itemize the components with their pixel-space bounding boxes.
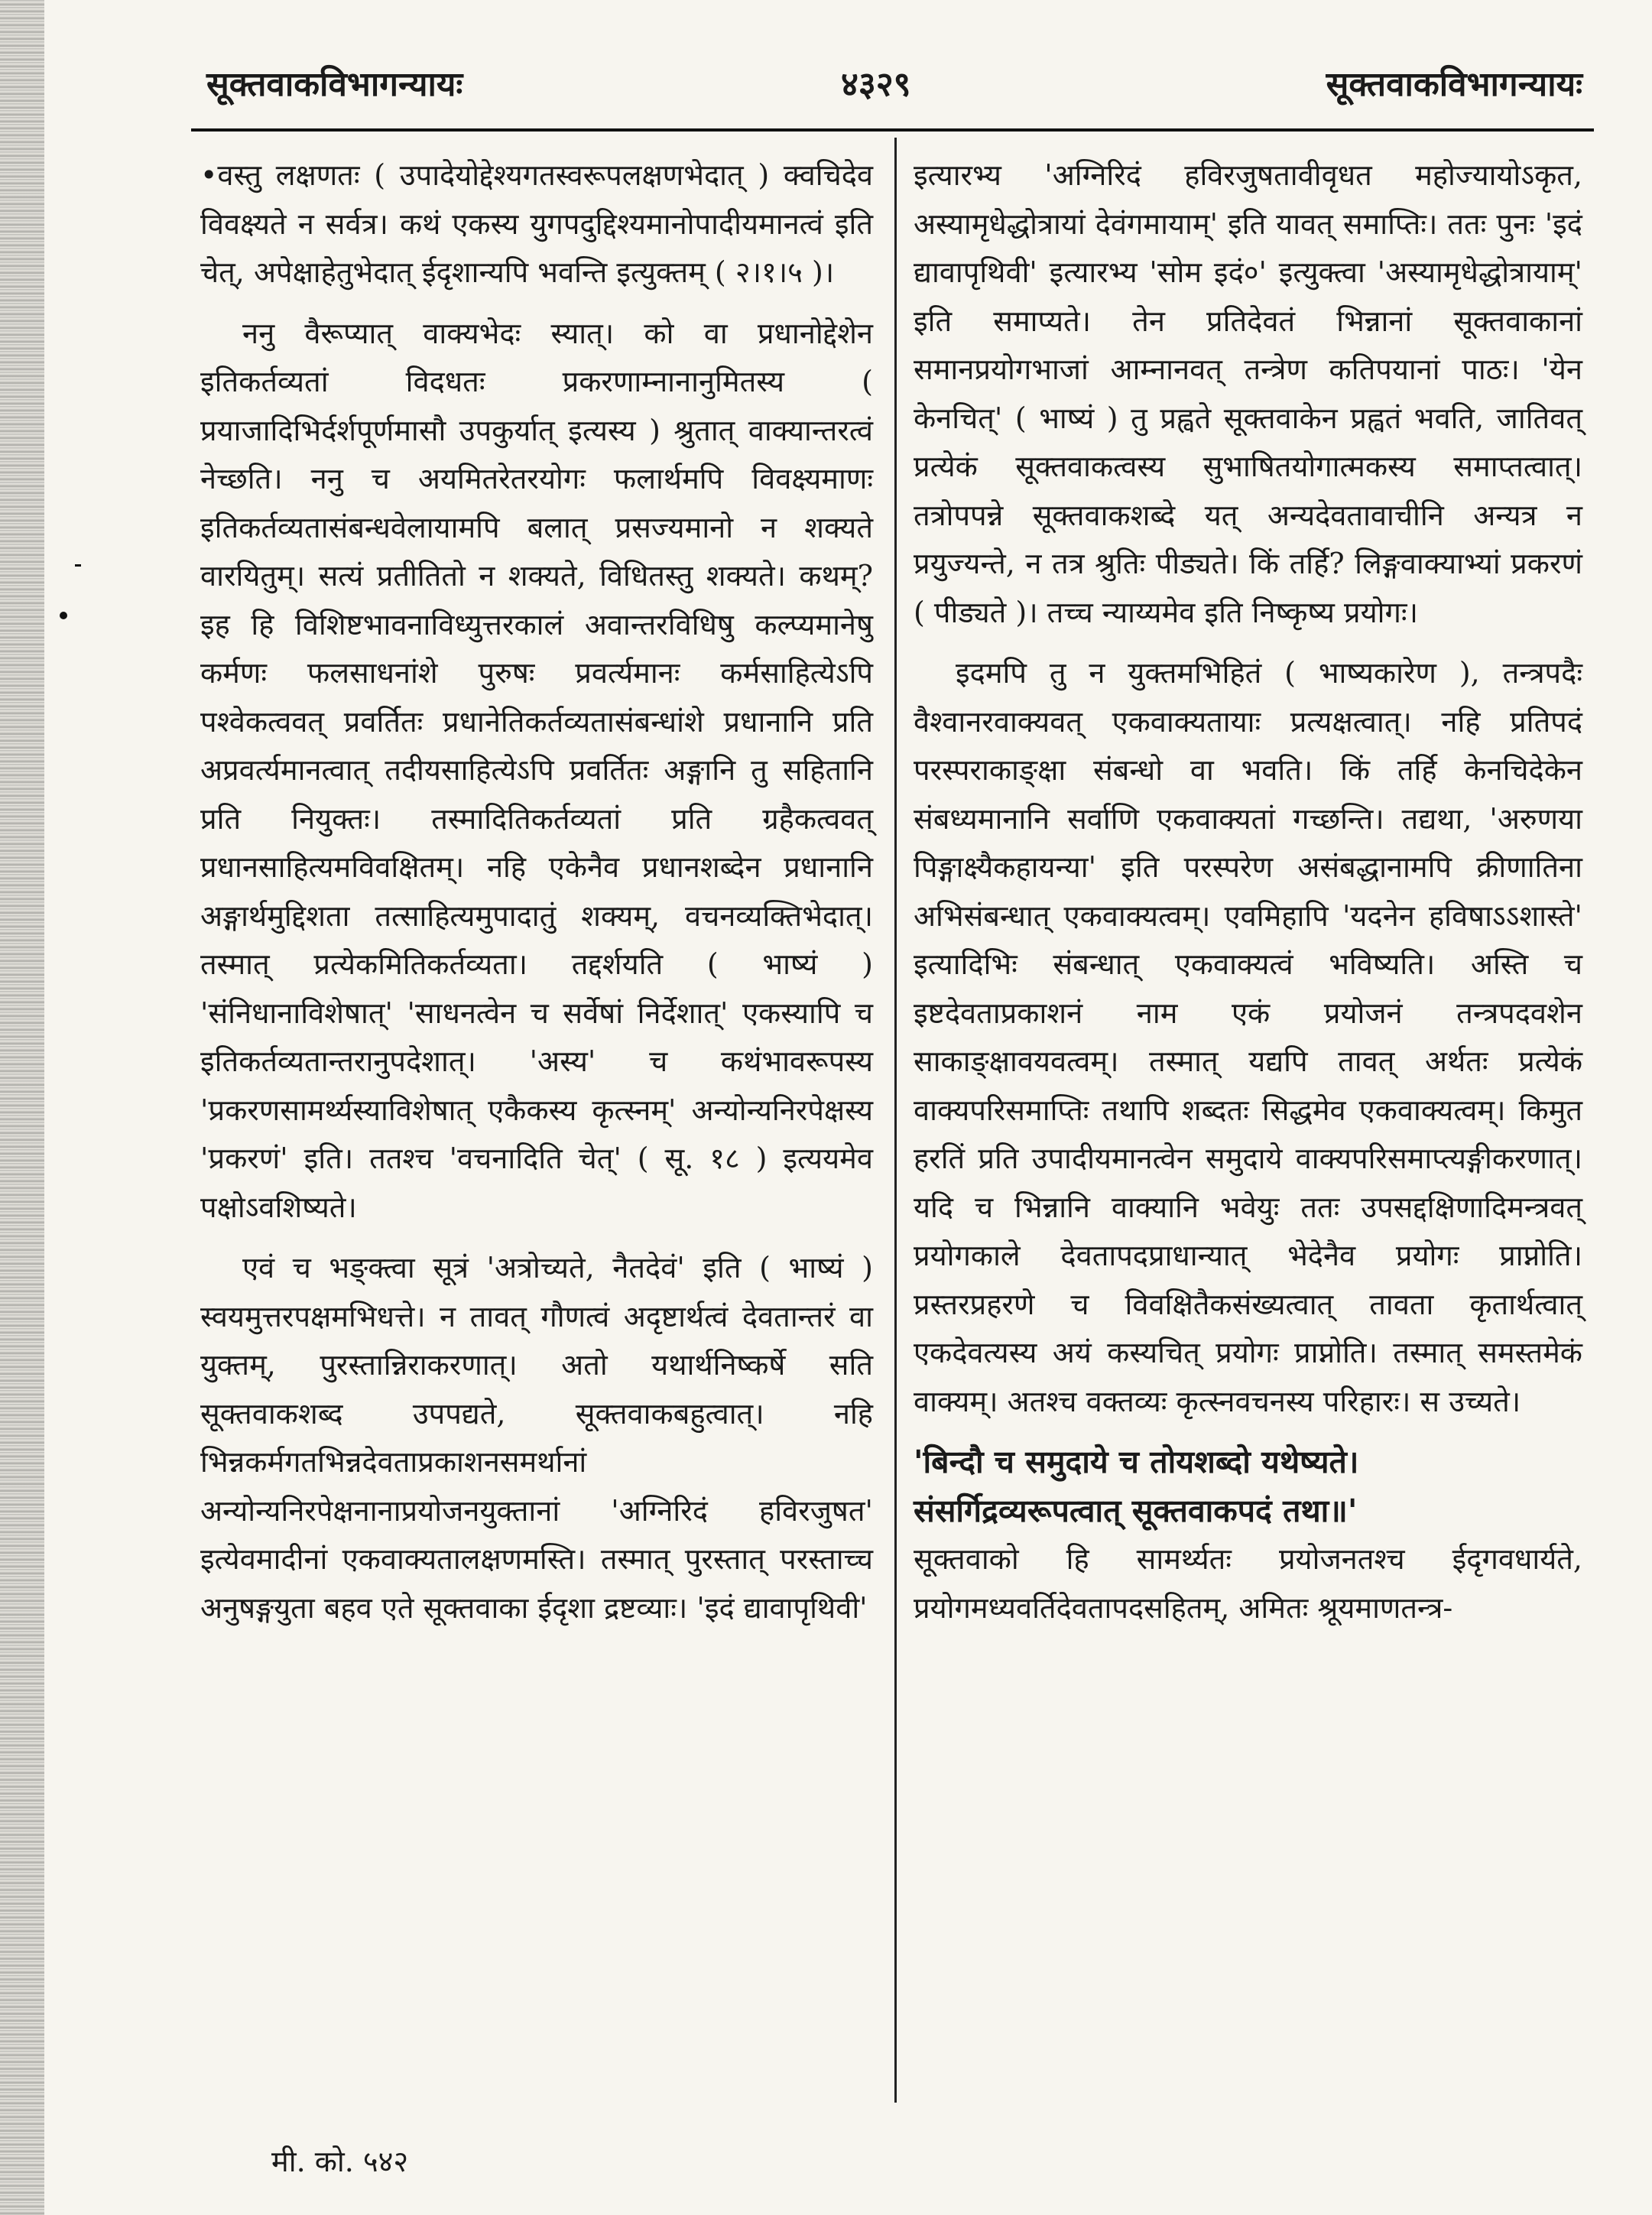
verse-block	[914, 1438, 1582, 1535]
left-column	[200, 151, 873, 1645]
verse-line: 'बिन्दौ च समुदाये च तोयशब्दो यथेष्यते।	[914, 1444, 1359, 1480]
right-paragraph: इदमपि तु न युक्तमभिहितं ( भाष्यकारेण ), तन्त्रपदैः वैश्वानरवाक्यवत् एकवाक्यतायाः प्रत्यक्षत्वात्। नहि प्रतिपदं परस्पराकाङ्क्षा संबन्धो वा भवति। किं तर्हि केनचिदेकेन संबध्यमानानि सर्वाणि एकवाक्यतां गच्छन्ति। तद्यथा, 'अरुणया पिङ्गाक्ष्यैकहायन्या' इति परस्परेण असंबद्धानामपि क्रीणातिना अभिसंबन्धात् एकवाक्यत्वम्। एवमिहापि 'यदनेन हविषाऽऽशास्ते' इत्यादिभिः संबन्धात् एकवाक्यत्वं भविष्यति। अस्ति च इष्टदेवताप्रकाशनं नाम एकं प्रयोजनं तन्त्रपदवशेन साकाङ्क्षावयवत्वम्। तस्मात् यद्यपि तावत् अर्थतः प्रत्येकं वाक्यपरिसमाप्तिः तथापि शब्दतः सिद्धमेव एकवाक्यत्वम्। किमुत हरतिं प्रति उपादीयमानत्वेन समुदाये वाक्यपरिसमाप्त्यङ्गीकरणात्। यदि च भिन्नानि वाक्यानि भवेयुः ततः उपसद्दक्षिणादिमन्त्रवत् प्रयोगकाले देवतापदप्राधान्यात् भेदेनैव प्रयोगः प्राप्नोति। प्रस्तरप्रहरणे च विवक्षितैकसंख्यत्वात् तावता कृतार्थत्वात् एकदेवत्यस्य अयं कस्यचित् प्रयोगः प्राप्नोति। तस्मात् समस्तमेकं वाक्यम्। अतश्च वक्तव्यः कृत्स्नवचनस्य परिहारः। स उच्यते।	[914, 656, 1582, 1418]
right-paragraph: सूक्तवाको हि सामर्थ्यतः प्रयोजनतश्च ईदृगवधार्यते, प्रयोगमध्यवर्तिदेवतापदसहितम्, अमितः श्रूयमाणतन्त्र-	[914, 1542, 1582, 1625]
page-header	[206, 54, 1582, 122]
header-left-title: सूक्तवाकविभागन्यायः	[206, 65, 463, 104]
left-paragraph: •वस्तु लक्षणतः ( उपादेयोद्देश्यगतस्वरूपलक्षणभेदात् ) क्वचिदेव विवक्ष्यते न सर्वत्र। कथं एकस्य युगपदुद्दिश्यमानोपादीयमानत्वं इति चेत्, अपेक्षाहेतुभेदात् ईदृशान्यपि भवन्ति इत्युक्तम् ( २।१।५ )।	[200, 158, 873, 289]
left-paragraph: ननु वैरूप्यात् वाक्यभेदः स्यात्। को वा प्रधानोद्देशेन इतिकर्तव्यतां विदधतः प्रकरणाम्नानानुमितस्य ( प्रयाजादिभिर्दर्शपूर्णमासौ उपकुर्यात् इत्यस्य ) श्रुतात् वाक्यान्तरत्वं नेच्छति। ननु च अयमितरेतरयोगः फलार्थमपि विवक्ष्यमाणः इतिकर्तव्यतासंबन्धवेलायामपि बलात् प्रसज्यमानो न शक्यते वारयितुम्। सत्यं प्रतीतितो न शक्यते, विधितस्तु शक्यते। कथम्? इह हि विशिष्टभावनाविध्युत्तरकालं अवान्तरविधिषु कल्प्यमानेषु कर्मणः फलसाधनांशे पुरुषः प्रवर्त्यमानः कर्मसाहित्येऽपि पश्वेकत्ववत् प्रवर्तितः प्रधानेतिकर्तव्यतासंबन्धांशे प्रधानानि प्रति अप्रवर्त्यमानत्वात् तदीयसाहित्येऽपि प्रवर्तितः अङ्गानि तु सहितानि प्रति नियुक्तः। तस्मादितिकर्तव्यतां प्रति ग्रहैकत्ववत् प्रधानसाहित्यमविवक्षितम्। नहि एकेनैव प्रधानशब्देन प्रधानानि अङ्गार्थमुद्दिशता तत्साहित्यमुपादातुं शक्यम्, वचनव्यक्तिभेदात्। तस्मात् प्रत्येकमितिकर्तव्यता। तद्दर्शयति ( भाष्यं ) 'संनिधानाविशेषात्' 'साधनत्वेन च सर्वेषां निर्देशात्' एकस्यापि च इतिकर्तव्यतान्तरानुपदेशात्। 'अस्य' च कथंभावरूपस्य 'प्रकरणसामर्थ्यस्याविशेषात् एकैकस्य कृत्स्नम्' अन्योन्यनिरपेक्षस्य 'प्रकरणं' इति। ततश्च 'वचनादिति चेत्' ( सू. १८ ) इत्ययमेव पक्षोऽवशिष्यते।	[200, 316, 873, 1224]
verse-line: संसर्गिद्रव्यरूपत्वात् सूक्तवाकपदं तथा॥'	[914, 1492, 1358, 1529]
column-divider	[894, 138, 897, 2103]
right-column	[914, 151, 1582, 1645]
right-paragraph: इत्यारभ्य 'अग्निरिदं हविरजुषतावीवृधत महोज्यायोऽकृत, अस्यामृधेद्धोत्रायां देवंगमायाम्' इति यावत् समाप्तिः। ततः पुनः 'इदं द्यावापृथिवी' इत्यारभ्य 'सोम इदं०' इत्युक्त्वा 'अस्यामृधेद्धोत्रायाम्' इति समाप्यते। तेन प्रतिदेवतं भिन्नानां सूक्तवाकानां समानप्रयोगभाजां आम्नानवत् तन्त्रेण कतिपयानां पाठः। 'येन केनचित्' ( भाष्यं ) तु प्रह्वते सूक्तवाकेन प्रह्वतं भवति, जातिवत् प्रत्येकं सूक्तवाकत्वस्य सुभाषितयोगात्मकस्य समाप्तत्वात्। तत्रोपपन्ने सूक्तवाकशब्दे यत् अन्यदेवतावाचीनि अन्यत्र न प्रयुज्यन्ते, न तत्र श्रुतिः पीड्यते। किं तर्हि? लिङ्गवाक्याभ्यां प्रकरणं ( पीड्यते )। तच्च न्याय्यमेव इति निष्कृष्य प्रयोगः।	[914, 158, 1582, 629]
left-paragraph: एवं च भङ्क्त्वा सूत्रं 'अत्रोच्यते, नैतदेवं' इति ( भाष्यं ) स्वयमुत्तरपक्षमभिधत्ते। न तावत् गौणत्वं अदृष्टार्थत्वं देवतान्तरं वा युक्तम्, पुरस्तान्निराकरणात्। अतो यथार्थनिष्कर्षे सति सूक्तवाकशब्द उपपद्यते, सूक्तवाकबहुत्वात्। नहि भिन्नकर्मगतभिन्नदेवताप्रकाशनसमर्थानां अन्योन्यनिरपेक्षनानाप्रयोजनयुक्तानां 'अग्निरिदं हविरजुषत' इत्येवमादीनां एकवाक्यतालक्षणमस्ति। तस्मात् पुरस्तात् परस्ताच्च अनुषङ्गयुता बहव एते सूक्तवाका ईदृशा द्रष्टव्याः। 'इदं द्यावापृथिवी'	[200, 1251, 873, 1625]
margin-mark	[75, 564, 81, 567]
header-rule	[191, 128, 1594, 132]
footer-signature: मी. को. ५४२	[271, 2145, 409, 2178]
margin-mark	[60, 612, 67, 619]
page-number: ४३२९	[841, 65, 911, 104]
header-right-title: सूक्तवाकविभागन्यायः	[1326, 65, 1582, 104]
scanned-binding-edge	[0, 0, 44, 2215]
